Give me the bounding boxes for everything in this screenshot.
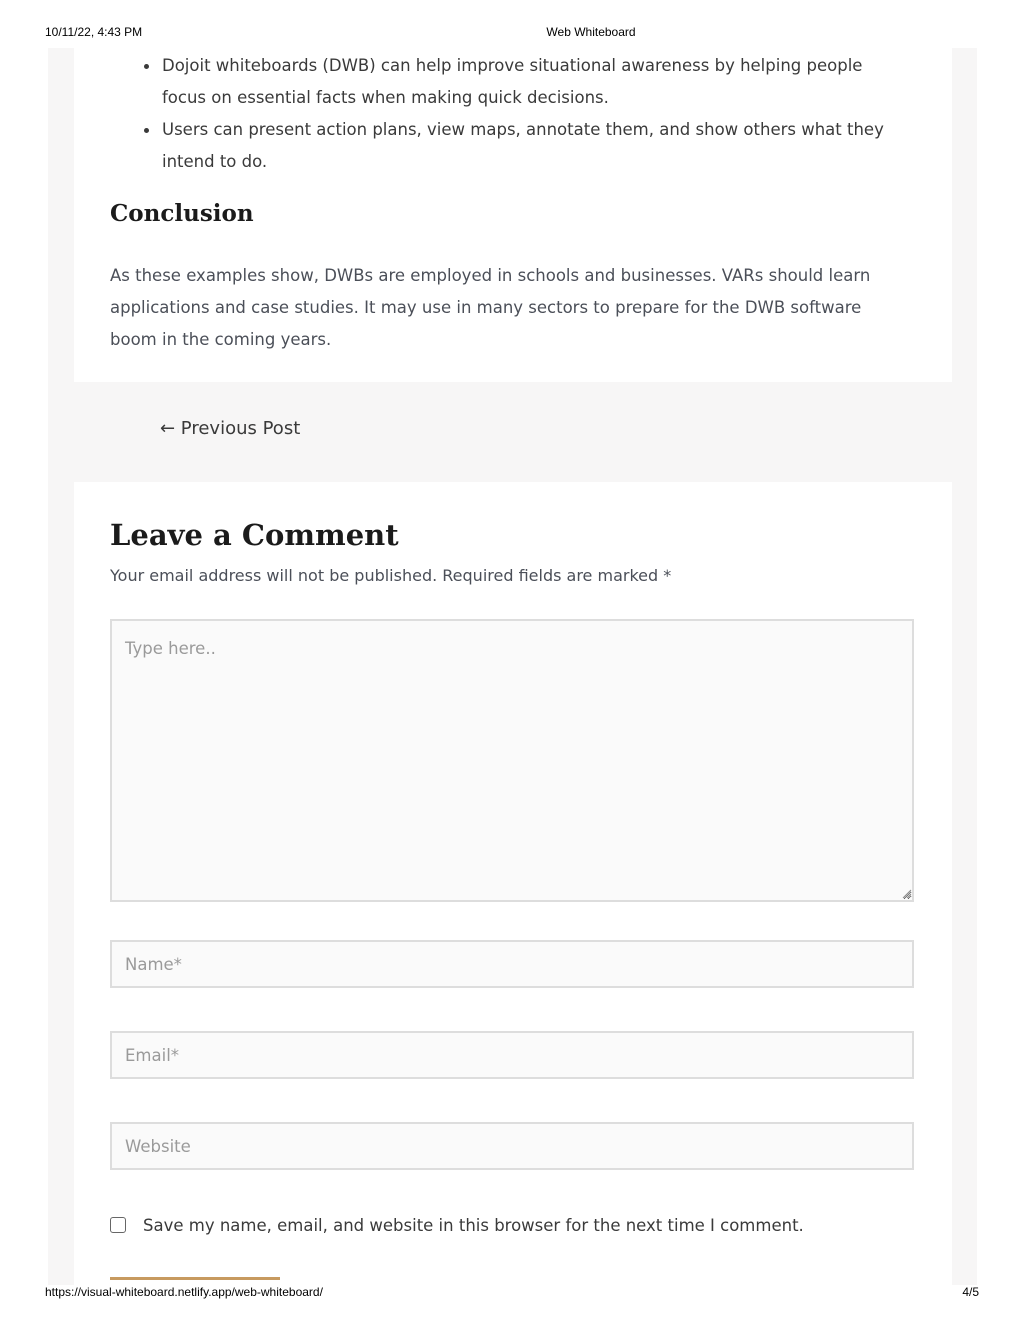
save-consent-checkbox[interactable] <box>110 1217 126 1233</box>
article-bullet-list <box>110 50 910 178</box>
conclusion-paragraph: As these examples show, DWBs are employed in schools and businesses. VARs should learn applications and case studies. It may use in many sectors to prepare for the DWB software boom in the coming years. <box>110 266 871 349</box>
comment-form-heading: Leave a Comment <box>110 518 399 552</box>
resize-grip-icon[interactable] <box>900 887 912 899</box>
print-header <box>0 25 1024 41</box>
post-comment-button[interactable] <box>110 1277 280 1280</box>
print-footer <box>0 1285 1024 1301</box>
list-item: Dojoit whiteboards (DWB) can help improve situational awareness by helping people focus on essential facts when making quick decisions. <box>110 50 910 114</box>
conclusion-heading: Conclusion <box>110 200 254 227</box>
comment-notes: Your email address will not be published. Required fields are marked * <box>110 566 672 585</box>
comment-textarea[interactable] <box>110 619 914 902</box>
save-consent-label[interactable]: Save my name, email, and website in this browser for the next time I comment. <box>143 1216 804 1235</box>
previous-post-link[interactable]: ← Previous Post <box>160 418 301 439</box>
name-field[interactable] <box>110 940 914 988</box>
print-url: https://visual-whiteboard.netlify.app/web-whiteboard/ <box>45 1285 323 1299</box>
website-field[interactable] <box>110 1122 914 1170</box>
email-field[interactable] <box>110 1031 914 1079</box>
print-title: Web Whiteboard <box>546 25 636 39</box>
print-datetime: 10/11/22, 4:43 PM <box>45 25 143 39</box>
list-item: Users can present action plans, view maps, annotate them, and show others what they intend to do. <box>110 114 910 178</box>
print-page-number: 4/5 <box>962 1285 979 1299</box>
